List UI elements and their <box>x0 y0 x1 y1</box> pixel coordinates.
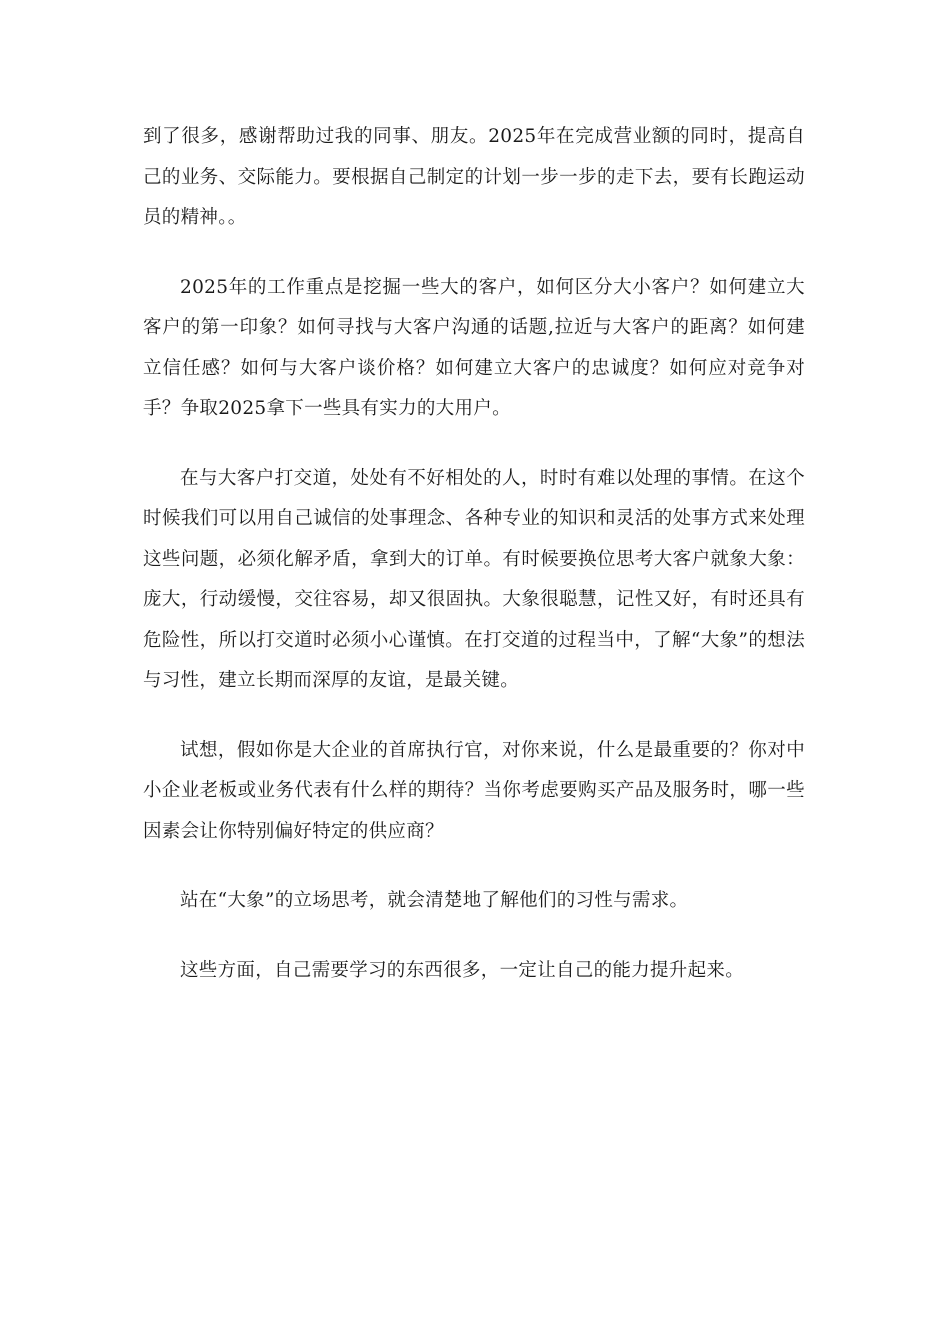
paragraph-1: 到了很多，感谢帮助过我的同事、朋友。2025年在完成营业额的同时，提高自己的业务、交际能力。要根据自己制定的计划一步一步的走下去，要有长跑运动员的精神。。 <box>143 126 805 228</box>
paragraph-5: 站在“大象”的立场思考，就会清楚地了解他们的习性与需求。 <box>180 890 689 911</box>
paragraph-6: 这些方面，自己需要学习的东西很多，一定让自己的能力提升起来。 <box>180 959 745 981</box>
paragraph-2: 2025年的工作重点是挖掘一些大的客户，如何区分大小客户？如何建立大客户的第一印象？如何寻找与大客户沟通的话题,拉近与大客户的距离？如何建立信任感？如何与大客户谈价格？如何建立大客户的忠诚度？如何应对竞争对手？争取2025拿下一些具有实力的大用户。 <box>143 276 805 419</box>
paragraph-4: 试想，假如你是大企业的首席执行官，对你来说，什么是最重要的？你对中小企业老板或业务代表有什么样的期待？当你考虑要购买产品及服务时，哪一些因素会让你特别偏好特定的供应商？ <box>143 739 805 842</box>
paragraph-3: 在与大客户打交道，处处有不好相处的人，时时有难以处理的事情。在这个时候我们可以用自己诚信的处事理念、各种专业的知识和灵活的处事方式来处理这些问题，必须化解矛盾，拿到大的订单。有时候要换位思考大客户就象大象：庞大，行动缓慢，交往容易，却又很固执。大象很聪慧，记性又好，有时还具有危险性，所以打交道时必须小心谨慎。在打交道的过程当中，了解“大象”的想法与习性，建立长期而深厚的友谊，是最关键。 <box>143 467 805 691</box>
document-body <box>143 117 805 1020</box>
